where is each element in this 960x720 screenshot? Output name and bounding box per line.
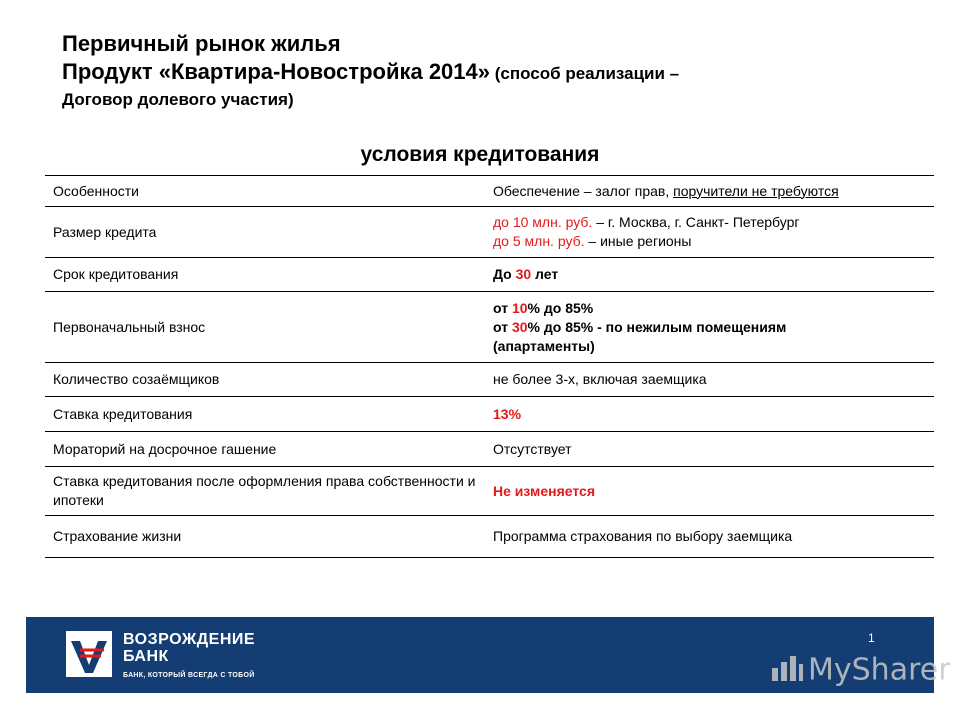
product-method-cont: Договор долевого участия) <box>62 90 294 109</box>
bank-v-logo-icon <box>66 631 112 677</box>
row-value: до 10 млн. руб. – г. Москва, г. Санкт- Петербург до 5 млн. руб. – иные регионы <box>485 207 934 258</box>
row-label: Ставка кредитования после оформления права собственности и ипотеки <box>45 467 485 516</box>
row-label: Количество созаёмщиков <box>45 363 485 397</box>
page-number: 1 <box>868 631 875 645</box>
row-label: Размер кредита <box>45 207 485 258</box>
product-title <box>62 58 882 88</box>
table-row <box>45 467 934 516</box>
table-row <box>45 516 934 558</box>
table-row <box>45 258 934 292</box>
chart-bars-icon <box>770 652 804 690</box>
row-label: Ставка кредитования <box>45 397 485 432</box>
section-subtitle: условия кредитования <box>360 143 600 166</box>
row-label: Страхование жизни <box>45 516 485 558</box>
row-value: Обеспечение – залог прав, поручители не требуются <box>485 176 934 207</box>
row-value: Не изменяется <box>485 467 934 516</box>
row-label: Первоначальный взнос <box>45 292 485 363</box>
table-row <box>45 292 934 363</box>
page-title: Первичный рынок жилья <box>62 31 341 56</box>
row-value: До 30 лет <box>485 258 934 292</box>
product-name: Продукт «Квартира-Новостройка 2014» <box>62 59 491 84</box>
product-method: (способ реализации – <box>490 64 680 83</box>
row-value: от 10% до 85% от 30% до 85% - по нежилым помещениям (апартаменты) <box>485 292 934 363</box>
row-label: Особенности <box>45 176 485 207</box>
brand-name: ВОЗРОЖДЕНИЕ <box>123 631 256 648</box>
title-block <box>62 30 882 112</box>
row-value: не более 3-х, включая заемщика <box>485 363 934 397</box>
row-value: Программа страхования по выбору заемщика <box>485 516 934 558</box>
brand-slogan: БАНК, КОТОРЫЙ ВСЕГДА С ТОБОЙ <box>123 672 255 679</box>
watermark-text: MySharer <box>808 652 951 688</box>
row-label: Мораторий на досрочное гашение <box>45 432 485 467</box>
table-row <box>45 397 934 432</box>
row-value: Отсутствует <box>485 432 934 467</box>
conditions-table <box>45 175 934 558</box>
table-row <box>45 176 934 207</box>
brand-name-line2: БАНК <box>123 648 169 665</box>
row-value: 13% <box>485 397 934 432</box>
row-label: Срок кредитования <box>45 258 485 292</box>
table-row <box>45 363 934 397</box>
table-row <box>45 207 934 258</box>
watermark <box>770 652 951 690</box>
table-row <box>45 432 934 467</box>
